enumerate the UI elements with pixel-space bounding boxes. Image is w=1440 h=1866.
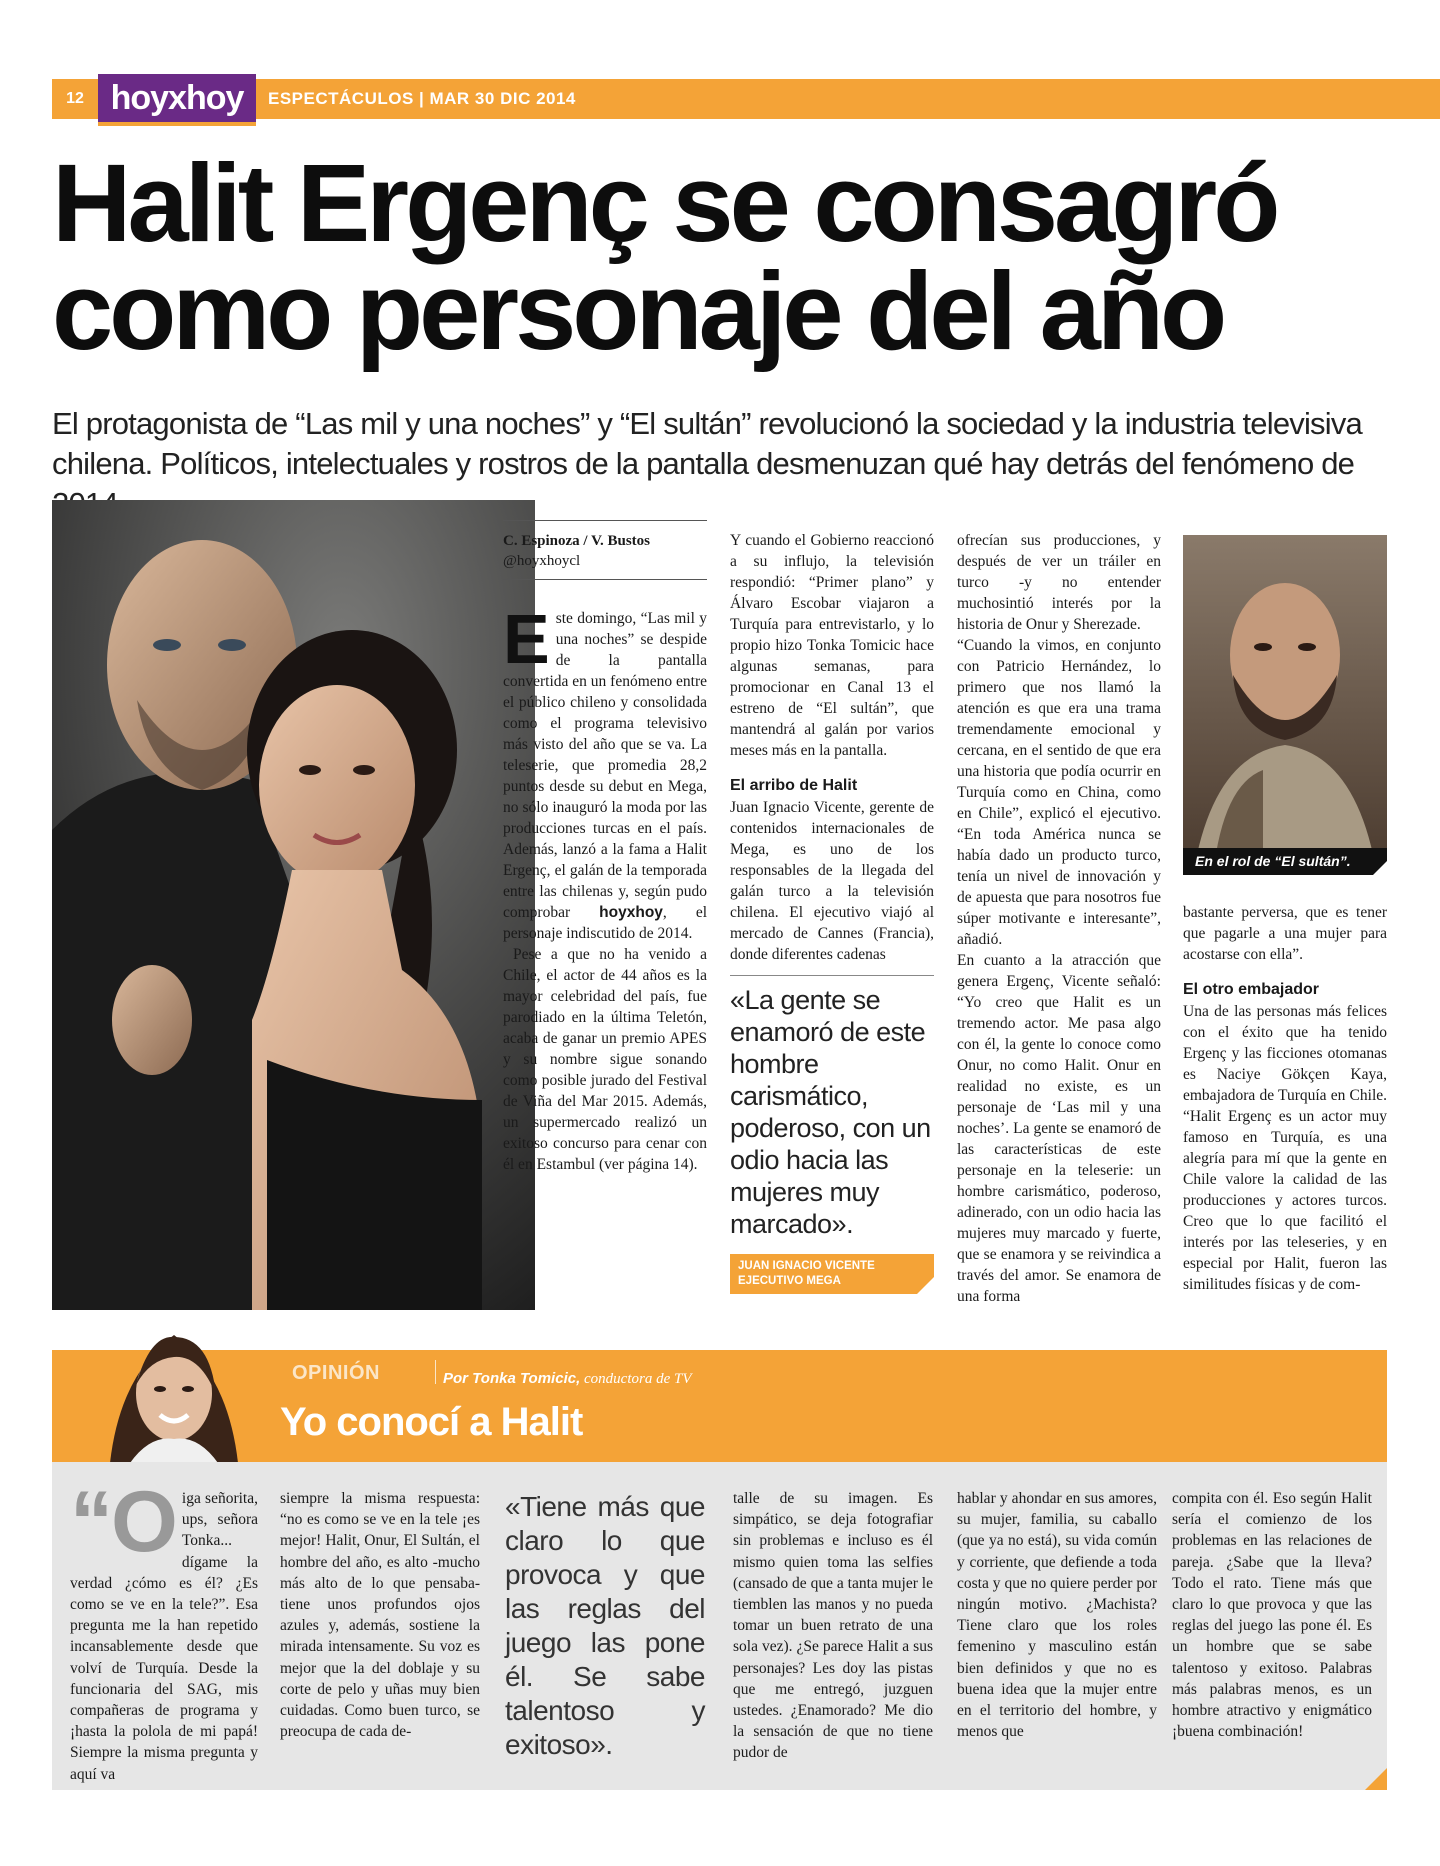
opinion-column-5: hablar y ahondar en sus amores, su mujer, familia, su caballo (que ya no está), su vida común y corriente, que defiende a toda costa y que no quiere perder por ningún motivo. ¿Machista? Tiene claro que los roles femenino y masculino están bien definidos y que no es buena idea que la mujer entre en el territorio del hombre, y menos que <box>957 1490 1157 1741</box>
subhead-embajador: El otro embajador <box>1183 981 1320 998</box>
byline-handle[interactable]: @hoyxhoycl <box>503 553 581 569</box>
paragraph-8: bastante perversa, que es tener que pagarle a una mujer para acostarse con ella”. <box>1183 904 1387 963</box>
opening-quote-mark: “O <box>70 1474 176 1570</box>
opinion-column-1-text: iga señorita, ups, señora Tonka... dígame la verdad ¿cómo es él? ¿Es como se ve en la tele?”. Esa pregunta me la han repetido incansablemente desde que volví de Turquía. Desde la funcionaria del SAG, mis compañeras de programa y ¡hasta la polola de mi papá! Siempre la misma pregunta y aquí va <box>70 1490 258 1783</box>
pull-quote-source <box>730 1254 934 1294</box>
sultan-photo <box>1183 535 1387 875</box>
corner-fold <box>916 1277 934 1295</box>
photo-caption <box>1183 848 1387 875</box>
opinion-label: OPINIÓN <box>292 1362 380 1384</box>
paragraph-3: Y cuando el Gobierno reaccionó a su influjo, la televisión respondió: “Primer plano” y Álvaro Escobar viajaron a Turquía para entrevistarlo, y lo propio hizo Tonka Tomicic hace algunas semanas, para promocionar en Canal 13 el estreno de “El sultán”, que mantendrá al galán por varios meses más en la pantalla. <box>730 532 934 759</box>
brand-mention: hoyxhoy <box>599 904 663 921</box>
paragraph-1 <box>503 600 707 944</box>
couple-photo-illustration <box>52 500 535 1310</box>
byline <box>503 520 707 580</box>
opinion-corner <box>1365 1768 1387 1790</box>
dropcap: E <box>503 600 550 678</box>
opinion-header-bar <box>52 1350 1387 1462</box>
paragraph-7: En cuanto a la atracción que genera Ergenç, Vicente señaló: “Yo creo que Halit es un tremendo actor. Me pasa algo con él, la gente lo conoce como Onur, no como Halit. Onur en realidad no existe, es un personaje de ‘Las mil y una noches’. La gente se enamoró de las características de este personaje en la teleserie: un hombre carismático, poderoso, adinerado, con un odio hacia las mujeres muy marcado y fuerte, que se enamora y se reivindica a través del amor. Se enamora de una forma <box>957 952 1161 1305</box>
opinion-column-1 <box>70 1474 258 1785</box>
opinion-pull-quote: «Tiene más que claro lo que provoca y que las reglas del juego las pone él. Se sabe talentoso y exitoso». <box>505 1491 705 1760</box>
headline: Halit Ergenç se consagró como personaje del año <box>52 142 1277 373</box>
page-number: 12 <box>52 79 98 119</box>
opinion-divider <box>435 1360 436 1384</box>
opinion-column-6: compita con él. Eso según Halit sería el comienzo de los problemas en las relaciones de pareja. ¿Sabe que la lleva? Todo el rato. Tiene más que claro lo que provoca y que las reglas del juego las pone él. Es un hombre que se sabe talentoso y exitoso. Palabras más palabras menos, es un hombre atractivo y enigmático ¡buena combinación! <box>1172 1490 1372 1741</box>
paragraph-9: Una de las personas más felices con el éxito que ha tenido Ergenç y las ficciones otomanas es Naciye Gökçen Kaya, embajadora de Turquía en Chile. “Halit Ergenç es un actor muy famoso en Turquía, es una alegría para mí que la gente en Chile valore la calidad de las producciones y actores turcos. Creo que lo que facilitó el interés por las teleseries, y en especial por Halit, fueron las similitudes físicas y de com- <box>1183 1003 1387 1293</box>
opinion-title: Yo conocí a Halit <box>280 1400 583 1444</box>
opinion-column-2: siempre la misma respuesta: “no es como se ve en la tele ¡es mejor! Halit, Onur, El Sultán, el hombre del año, es alto -mucho más alto de lo que pensaba- tiene unos profundos ojos azules y, además, sostiene la mirada intensamente. Su voz es mejor que la del doblaje y su corte de pelo y uñas muy bien cuidadas. Como buen turco, se preocupa de cada de- <box>280 1490 480 1741</box>
photo-caption-text: En el rol de “El sultán”. <box>1195 853 1351 869</box>
columnist-photo <box>100 1315 248 1463</box>
paragraph-1-end: , el personaje indiscutido de 2014. <box>503 904 707 942</box>
byline-authors: C. Espinoza / V. Bustos <box>503 533 650 549</box>
paragraph-6: “Cuando la vimos, en conjunto con Patricio Hernández, lo primero que nos llamó la atención es que era una trama tremendamente emocional y cercana, en el sentido de que era una historia que podía ocurrir en Turquía como en China, como en Chile”, explicó el ejecutivo. “En toda América nunca se había dado un producto turco, tenía un nivel de innovación y de apuesta que para nosotros fue súper motivante e interesante”, añadió. <box>957 637 1161 948</box>
article-column-1 <box>503 600 707 1175</box>
opinion-author-name: Por Tonka Tomicic, <box>443 1370 581 1387</box>
pull-quote-name: JUAN IGNACIO VICENTE <box>738 1260 875 1272</box>
columnist-portrait-illustration <box>100 1315 248 1463</box>
pull-quote-role: EJECUTIVO MEGA <box>738 1275 841 1287</box>
pull-quote-text: «La gente se enamoró de este hombre carismático, poderoso, con un odio hacia las mujeres muy marcado». <box>730 985 931 1239</box>
section-date: ESPECTÁCULOS | MAR 30 DIC 2014 <box>268 89 576 108</box>
header-bar <box>52 79 1440 119</box>
caption-corner <box>1373 861 1387 875</box>
article-column-3 <box>957 530 1161 1307</box>
pull-quote <box>730 975 934 1294</box>
main-photo <box>52 500 535 1310</box>
opinion-author-role: conductora de TV <box>580 1371 692 1387</box>
subhead-arribo: El arribo de Halit <box>730 777 858 794</box>
sultan-photo-illustration <box>1183 535 1387 875</box>
paragraph-5: ofrecían sus producciones, y después de ver un tráiler en turco -y no entender muchosintió interés por la historia de Onur y Sherezade. <box>957 532 1161 633</box>
article-column-4 <box>1183 902 1387 1295</box>
deck: El protagonista de “Las mil y una noches” y “El sultán” revolucionó la sociedad y la industria televisiva chilena. Políticos, intelectuales y rostros de la pantalla desmenuzan qué hay detrás del fenómeno de <box>52 406 1362 481</box>
opinion-author <box>443 1370 691 1388</box>
newspaper-logo[interactable]: hoyxhoy <box>98 74 256 126</box>
paragraph-2: Pese a que no ha venido a Chile, el actor de 44 años es la mayor celebridad del país, fue parodiado en la última Teletón, acaba de ganar un premio APES y su nombre sigue sonando como posible jurado del Festival de Viña del Mar 2015. Además, un supermercado realizó un exitoso concurso para cenar con él en Estambul (ver página 14). <box>503 946 707 1173</box>
opinion-column-4: talle de su imagen. Es simpático, se deja fotografiar sin problemas e incluso es él mismo quien toma las selfies (cansado de que a tanta mujer le tiemblen las manos y no pueda tomar un buen retrato de una sola vez). ¿Se parece Halit a sus personajes? Les doy las pistas que me entregó, juzguen ustedes. ¿Enamorado? Me dio la sensación de que no tiene pudor de <box>733 1490 933 1762</box>
paragraph-1-text: ste domingo, “Las mil y una noches” se despide de la pantalla convertida en un fenómeno entre el público chileno y consolidada como el programa televisivo más visto del año que se va. La teleserie, que promedia 28,2 puntos desde su debut en Mega, no sólo inauguró la moda por las producciones turcas en el país. Además, lanzó a la fama a Halit Ergenç, el galán de la temporada entre las chilenas y, según pudo comprobar <box>503 610 707 921</box>
paragraph-4: Juan Ignacio Vicente, gerente de contenidos internacionales de Mega, es uno de los responsables de la llegada del galán turco a la televisión chilena. El ejecutivo viajó al mercado de Cannes (Francia), donde diferentes cadenas <box>730 799 934 963</box>
article-column-2 <box>730 530 934 965</box>
